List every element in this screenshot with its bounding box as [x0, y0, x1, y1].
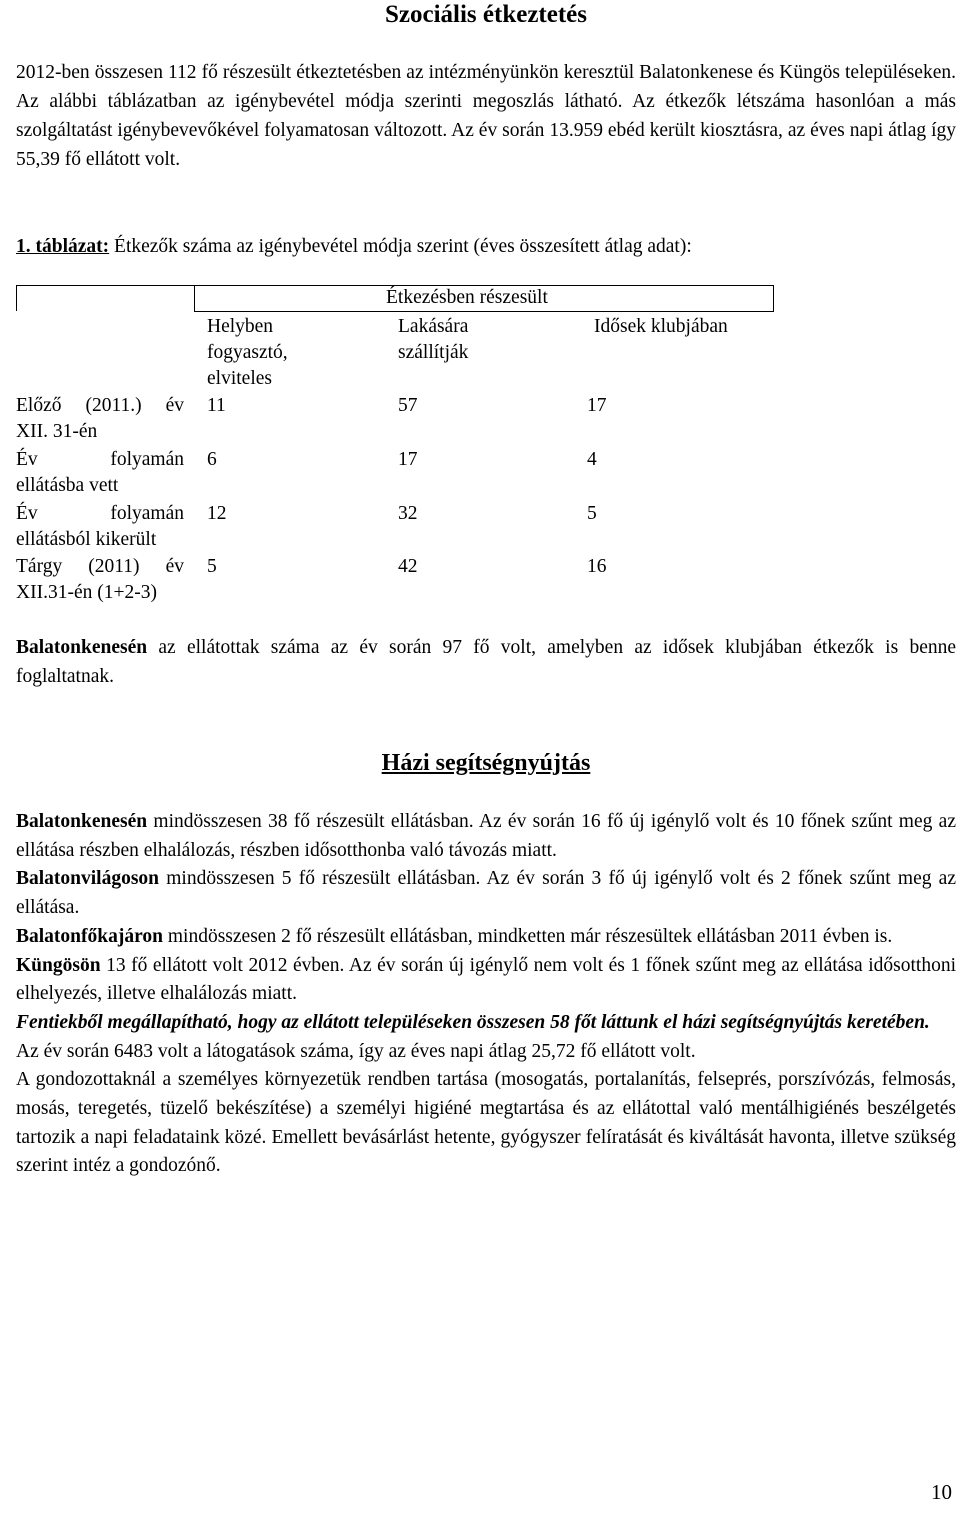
hs-paragraph: Az év során 6483 volt a látogatások száma, így az éves napi átlag 25,72 fő ellátott volt. [16, 1040, 696, 1062]
table-row-label: Előző (2011.) év XII. 31-én [16, 395, 184, 442]
table-cell: 42 [398, 556, 418, 577]
table-cell: 32 [398, 503, 418, 524]
table-cell: 16 [587, 556, 607, 577]
intro-paragraph: 2012-ben összesen 112 fő részesült étkeztetésben az intézményünkön keresztül Balatonkenese és Küngös településeken. Az alábbi táblázatban az igénybevétel módja szerinti megoszlás látható. Az étkezők létszáma hasonlóan a más szolgáltatást igénybevevőkével folyamatosan változott. Az év során 13.959 ebéd került kiosztásra, az éves napi átlag így 55,39 fő ellátott volt. [16, 62, 956, 170]
table-cell: 17 [398, 449, 418, 470]
hs-paragraph: Balatonvilágoson mindösszesen 5 fő részesült ellátásban. Az év során 3 fő új igénylő volt és 2 főnek szűnt meg az ellátása. [16, 868, 956, 919]
hs-paragraph: Küngösön 13 fő ellátott volt 2012 évben. Az év során új igénylő nem volt és 1 főnek szűnt meg az ellátása idősotthoni elhelyezés, illetve elhalálozás miatt. [16, 954, 956, 1005]
table-cell: 17 [587, 395, 607, 416]
table-right-border [773, 285, 774, 311]
page-title: Szociális étkeztetés [384, 1, 587, 28]
section-title: Házi segítségnyújtás [381, 750, 591, 776]
table-row-label: Év folyamán ellátásba vett [16, 449, 184, 496]
table-col-divider [194, 285, 195, 311]
hs-paragraph: Balatonfőkajáron mindösszesen 2 fő részesült ellátásban, mindketten már részesültek ellátásban 2011 évben is. [16, 925, 893, 947]
table-cell: 4 [587, 449, 597, 470]
hs-paragraph: Balatonkenesén mindösszesen 38 fő részesült ellátásban. Az év során 16 fő új igénylő volt és 10 főnek szűnt meg az ellátása részben elhalálozás, részben idősotthonba való távozás miatt. [16, 811, 956, 861]
table-group-underline [194, 311, 774, 312]
hs-summary: Fentiekből megállapítható, hogy az ellátott településeken összesen 58 főt láttunk el házi segítségnyújtás keretében. [16, 1011, 930, 1033]
home-care-section [16, 808, 956, 1181]
table-row-label: Év folyamán ellátásból kikerült [16, 503, 184, 550]
col-header-delivery: Lakására szállítják [398, 316, 469, 363]
table-left-border [16, 285, 17, 311]
hs-paragraph: A gondozottaknál a személyes környezetük rendben tartása (mosogatás, portalanítás, felseprés, porszívózás, felmosás, mosás, teregetés, tüzelő bekészítése) a személyi higiéné megtartása és az ellátottal való mentálhigiénés beszélgetés tartozik a napi feladataink közé. Emellett bevásárlást hetente, gyógyszer felíratását és kiváltását havonta, illetve szükség szerint intéz a gondozónő. [16, 1069, 956, 1177]
table-group-header: Étkezésben részesült [386, 287, 548, 308]
table-cell: 5 [587, 503, 597, 524]
table-row-label: Tárgy (2011) év XII.31-én (1+2-3) [16, 556, 184, 603]
meals-table [16, 285, 956, 605]
table-cell: 11 [207, 395, 226, 416]
table-cell: 12 [207, 503, 227, 524]
page-number: 10 [931, 1480, 952, 1504]
table-cell: 6 [207, 449, 217, 470]
table-caption [16, 232, 956, 261]
table-caption-label: 1. táblázat: [16, 236, 110, 257]
col-header-local: Helyben fogyasztó, elviteles [207, 316, 288, 389]
table-cell: 5 [207, 556, 217, 577]
balatonkenese-paragraph: Balatonkenesén az ellátottak száma az év során 97 fő volt, amelyben az idősek klubjában étkezők is benne foglaltatnak. [16, 637, 956, 687]
col-header-club: Idősek klubjában [594, 316, 728, 337]
table-cell: 57 [398, 395, 418, 416]
table-caption-text: Étkezők száma az igénybevétel módja szerint (éves összesített átlag adat): [109, 236, 692, 257]
